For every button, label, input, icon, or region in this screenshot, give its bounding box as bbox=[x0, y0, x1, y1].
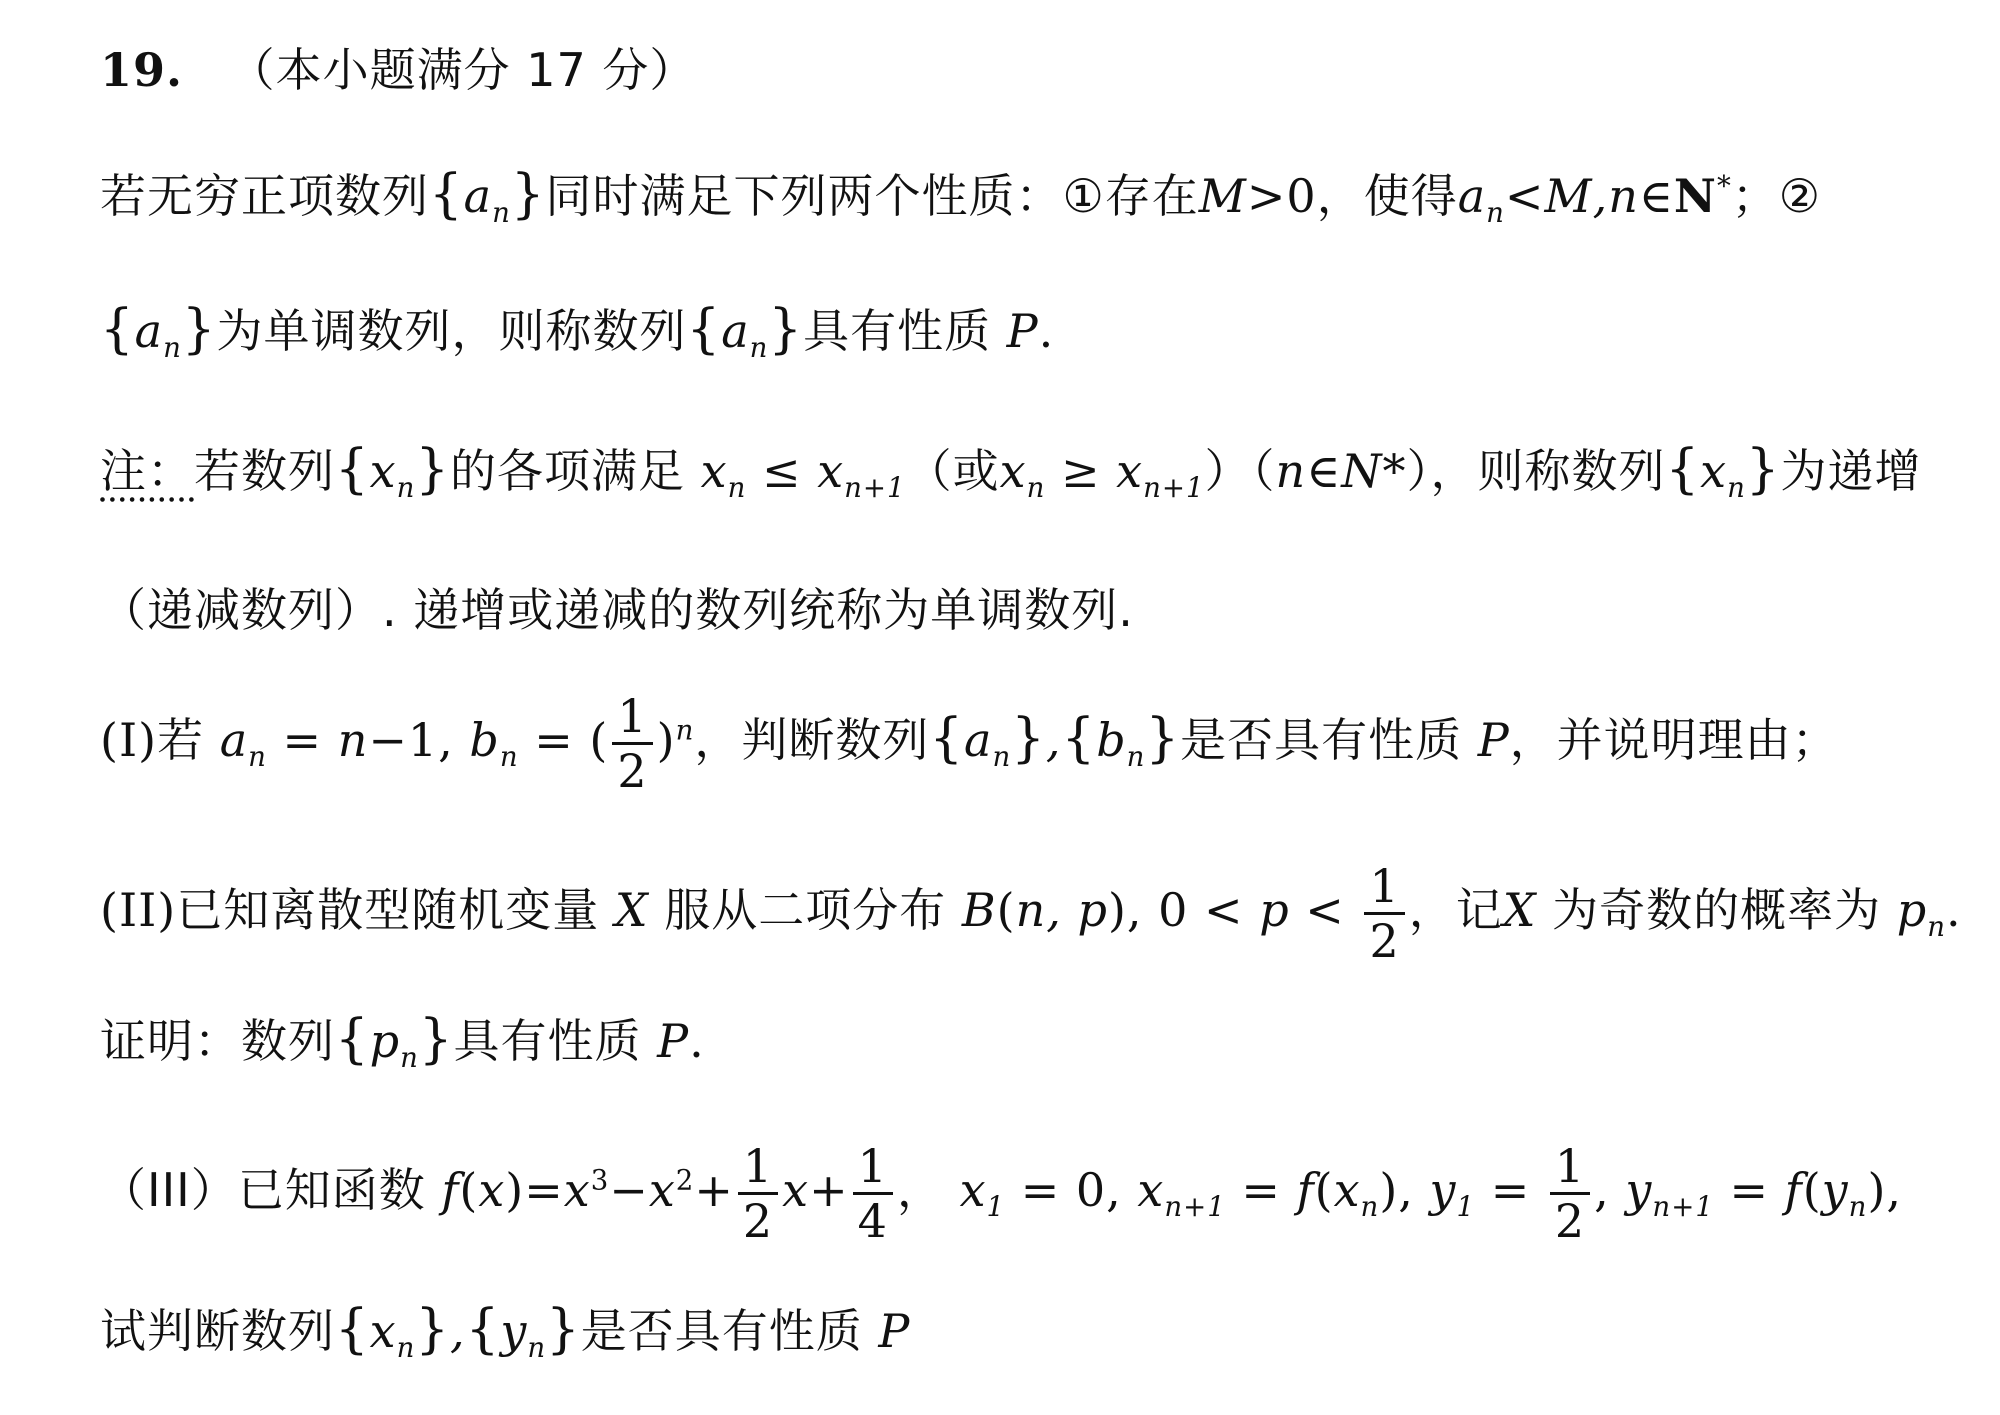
definition-line-1: 若无穷正项数列$\{a_n\}$同时满足下列两个性质：①存在M>0，使得$a_n<M,n\in N^*$；② bbox=[100, 164, 1821, 230]
question-3-judge: 试判断数列$\{x_n\},\{y_n\}$是否具有性质 P bbox=[100, 1299, 911, 1365]
fraction-one-half: $\frac{1}{2}$ bbox=[1550, 1140, 1590, 1247]
fraction-one-quarter: $\frac{1}{4}$ bbox=[853, 1140, 893, 1247]
problem-number: 19. bbox=[100, 43, 184, 97]
question-1: (I)若 $a_n = n-1$, $b_n$ = ( $\frac{1}{2}$ )$^n$，判断数列$\{a_n\},\{b_n\}$是否具有性质 P，并说明理由； bbox=[100, 689, 1839, 798]
fraction-one-half: $\frac{1}{2}$ bbox=[1364, 860, 1404, 967]
question-2: (II)已知离散型随机变量 X 服从二项分布 B(n, p), 0 < p < $\frac{1}{2}$ ，记X 为奇数的概率为 $p_n$. bbox=[100, 859, 1962, 968]
question-2-proof: 证明：数列$\{p_n\}$具有性质 P. bbox=[100, 1009, 705, 1075]
question-3: （III）已知函数 $f(x)=x^3-x^2+$ $\frac{1}{2}$ x+ $\frac{1}{4}$ ， $x_1 = 0$, $x_{n+1} = f(x_n)$, $y_1$ = $\frac{1}{2}$ , $y_{n+1} = f(y_n)$, bbox=[100, 1139, 1903, 1248]
question-1-label: (I) bbox=[100, 713, 158, 767]
question-2-label: (II) bbox=[100, 883, 177, 937]
math-bound: $a_n<M,n$ bbox=[1457, 169, 1639, 230]
fraction-one-half: $\frac{1}{2}$ bbox=[738, 1140, 778, 1247]
question-3-label: （III） bbox=[100, 1163, 238, 1217]
fraction-one-half: $\frac{1}{2}$ bbox=[612, 690, 652, 797]
note-line-1: 注：若数列$\{x_n\}$的各项满足 $x_n \le x_{n+1}$（或$x_n$ ≥ $x_{n+1})(n\in N*)$，则称数列$\{x_n\}$为递增 bbox=[100, 439, 1922, 505]
math-a-n: $\{a_n\}$ bbox=[429, 164, 546, 230]
math-M-gt-0: M bbox=[1198, 169, 1247, 223]
definition-line-2: $\{a_n\}$为单调数列，则称数列$\{a_n\}$具有性质 P. bbox=[100, 299, 1055, 365]
property-P: P bbox=[991, 304, 1039, 358]
points-note: （本小题满分 17 分） bbox=[228, 43, 697, 97]
note-label: 注： bbox=[100, 444, 194, 498]
note-line-2: （递减数列）. 递增或递减的数列统称为单调数列. bbox=[100, 583, 1134, 637]
problem-header bbox=[100, 40, 696, 100]
